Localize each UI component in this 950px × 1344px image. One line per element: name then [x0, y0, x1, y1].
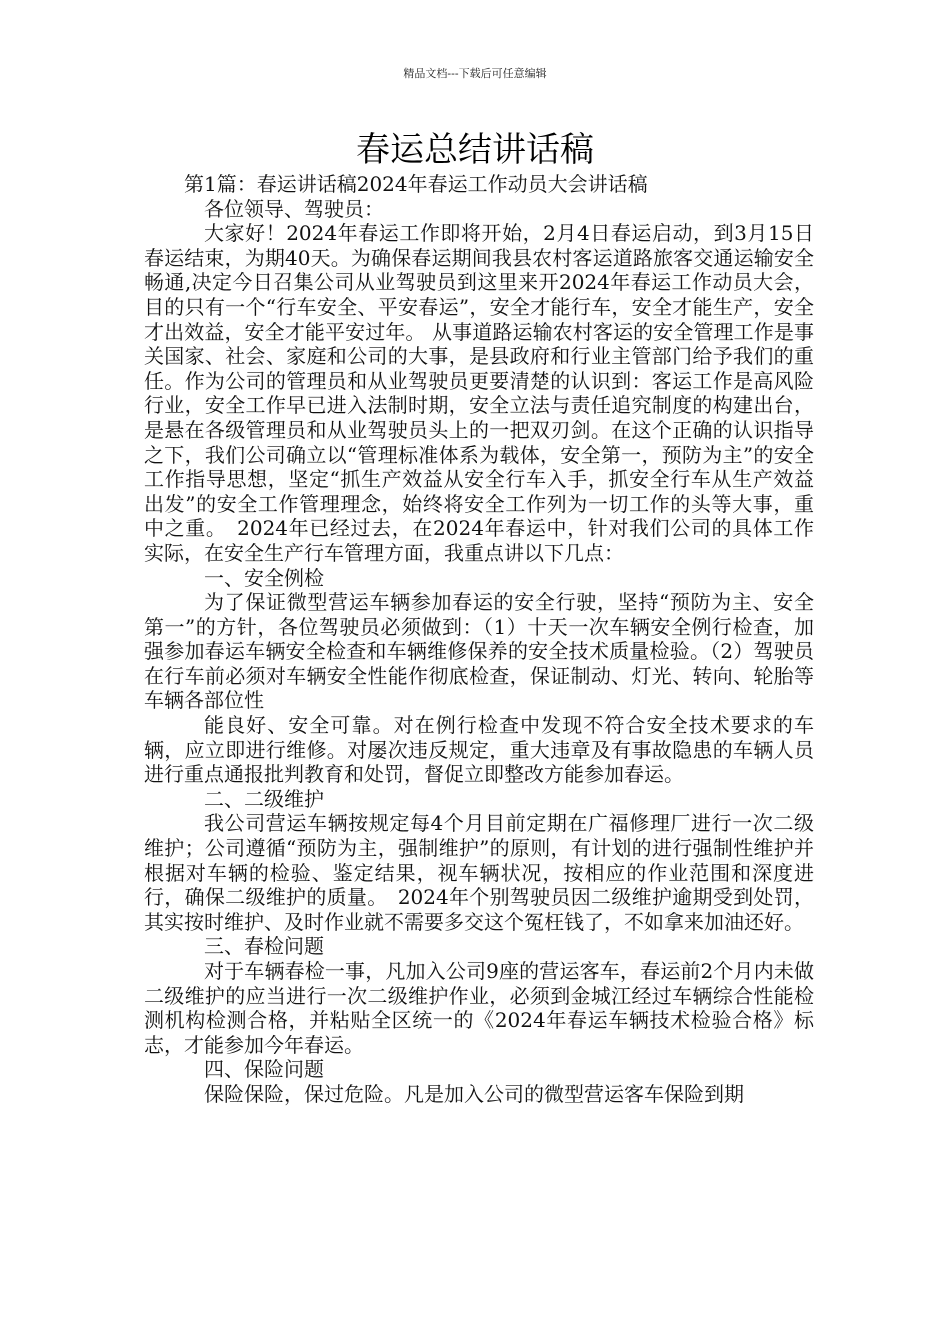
document-body: [144, 172, 814, 1107]
document-subtitle: 第1篇：春运讲话稿2024年春运工作动员大会讲话稿: [184, 172, 648, 196]
salutation: 各位领导、驾驶员：: [204, 196, 384, 221]
paragraph-insurance: 保险保险，保过危险。凡是加入公司的微型营运客车保险到期: [204, 1081, 744, 1106]
paragraph-safety-inspection-cont: 能良好、安全可靠。对在例行检查中发现不符合安全技术要求的车辆，应立即进行维修。对屡次违反规定，重大违章及有事故隐患的车辆人员进行重点通报批判教育和处罚，督促立即整改方能参加春运。: [144, 713, 814, 787]
section-heading-maintenance: 二、二级维护: [204, 786, 324, 811]
section-heading-insurance: 四、保险问题: [204, 1057, 324, 1082]
paragraph-safety-inspection: 为了保证微型营运车辆参加春运的安全行驶，坚持“预防为主、安全第一”的方针，各位驾驶员必须做到：（1）十天一次车辆安全例行检查，加强参加春运车辆安全检查和车辆维修保养的安全技术质量检验。（2）驾驶员在行车前必须对车辆安全性能作彻底检查，保证制动、灯光、转向、轮胎等车辆各部位性: [144, 590, 814, 713]
paragraph-maintenance: 我公司营运车辆按规定每4个月目前定期在广福修理厂进行一次二级维护；公司遵循“预防为主，强制维护”的原则，有计划的进行强制性维护并根据对车辆的检验、鉴定结果，视车辆状况，按相应的作业范围和深度进行，确保二级维护的质量。 2024年个别驾驶员因二级维护逾期受到处罚，其实按时维护、及时作业就不需要多交这个冤枉钱了，不如拿来加油还好。: [144, 811, 814, 934]
paragraph-opening: 大家好！2024年春运工作即将开始，2月4日春运启动，到3月15日春运结束，为期40天。为确保春运期间我县农村客运道路旅客交通运输安全畅通,决定今日召集公司从业驾驶员到这里来开2024年春运工作动员大会，目的只有一个“行车安全、平安春运”，安全才能行车，安全才能生产，安全才出效益，安全才能平安过年。 从事道路运输农村客运的安全管理工作是事关国家、社会、家庭和公司的大事，是县政府和行业主管部门给予我们的重任。作为公司的管理员和从业驾驶员更要清楚的认识到：客运工作是高风险行业，安全工作早已进入法制时期，安全立法与责任追究制度的构建出台，是悬在各级管理员和从业驾驶员头上的一把双刃剑。在这个正确的认识指导之下，我们公司确立以“管理标准体系为载体，安全第一，预防为主”的安全工作指导思想，坚定“抓生产效益从安全行车入手，抓安全行车从生产效益出发”的安全工作管理理念，始终将安全工作列为一切工作的头等大事，重中之重。 2024年已经过去，在2024年春运中，针对我们公司的具体工作实际，在安全生产行车管理方面，我重点讲以下几点：: [144, 221, 814, 565]
page-header-note: 精品文档---下载后可任意编辑: [403, 67, 547, 80]
document-title: 春运总结讲话稿: [356, 130, 594, 170]
section-heading-spring-check: 三、春检问题: [204, 934, 324, 959]
paragraph-spring-check: 对于车辆春检一事，凡加入公司9座的营运客车，春运前2个月内未做二级维护的应当进行一次二级维护作业，必须到金城江经过车辆综合性能检测机构检测合格，并粘贴全区统一的《2024年春运车辆技术检验合格》标志，才能参加今年春运。: [144, 959, 814, 1057]
section-heading-safety-inspection: 一、安全例检: [204, 565, 324, 590]
